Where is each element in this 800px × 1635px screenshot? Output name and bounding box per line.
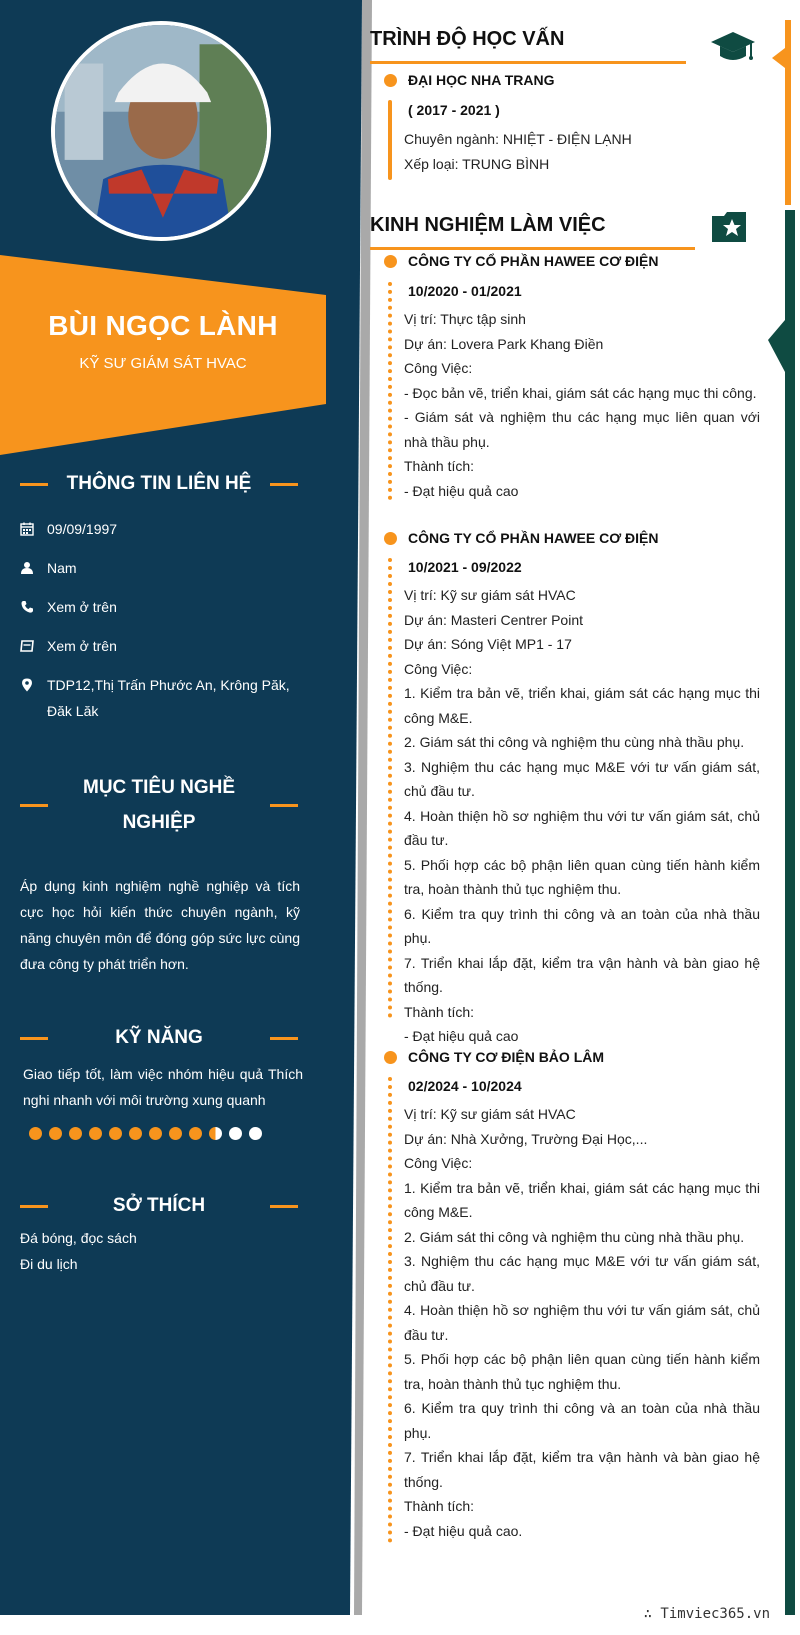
brand-footer[interactable]: ∴ Timviec365.vn <box>643 1606 770 1622</box>
location-icon <box>20 672 47 692</box>
timeline-bullet <box>384 255 397 268</box>
timeline-bullet <box>384 532 397 545</box>
dash-right <box>270 804 298 807</box>
contact-phone <box>20 594 310 620</box>
dash-left <box>20 483 48 486</box>
right-edge-orange-notch <box>772 48 785 68</box>
folder-star-icon <box>710 210 750 249</box>
phone-icon <box>20 594 47 614</box>
contact-birthday <box>20 516 310 542</box>
detail-line: Dự án: Masteri Centrer Point <box>404 611 583 628</box>
timeline-bar <box>388 100 392 180</box>
contact-email <box>20 633 310 659</box>
skill-rating <box>29 1127 262 1140</box>
skill-rating-dot <box>109 1127 122 1140</box>
detail-line: 1. Kiểm tra bản vẽ, triển khai, giám sát các hạng mục thi công M&E. <box>404 685 760 726</box>
objective-title: MỤC TIÊU NGHỀ NGHIỆP <box>83 777 235 833</box>
contact-value: 09/09/1997 <box>47 521 118 537</box>
dash-left <box>20 804 48 807</box>
contact-gender <box>20 555 310 581</box>
job-company: CÔNG TY CỔ PHẦN HAWEE CƠ ĐIỆN <box>408 530 659 546</box>
section-underline <box>370 247 695 250</box>
dash-left <box>20 1037 48 1040</box>
calendar-icon <box>20 516 47 536</box>
detail-line: 5. Phối hợp các bộ phận liên quan cùng tiến hành kiểm tra, hoàn thành thủ tục nghiệm thu. <box>404 856 760 897</box>
hobbies-title: SỞ THÍCH <box>112 1195 206 1216</box>
detail-line: Vị trí: Thực tập sinh <box>404 311 526 327</box>
graduation-cap-icon <box>710 30 756 69</box>
skill-rating-dot <box>129 1127 142 1140</box>
skill-rating-dot <box>189 1127 202 1140</box>
detail-line: - Đạt hiệu quả cao. <box>404 1522 523 1539</box>
detail-line: Công Việc: <box>404 360 473 376</box>
avatar <box>51 21 271 241</box>
education-major: Chuyên ngành: NHIỆT - ĐIỆN LẠNH <box>404 131 632 147</box>
contact-section-header <box>20 466 298 502</box>
contact-value: TDP12,Thị Trấn Phước An, Krông Păk, Đăk Lăk <box>47 677 290 719</box>
right-edge-green-bar <box>785 210 795 1615</box>
education-grade: Xếp loại: TRUNG BÌNH <box>404 155 550 172</box>
experience-title: KINH NGHIỆM LÀM VIỆC <box>370 214 606 236</box>
right-edge-green-notch <box>768 320 785 372</box>
detail-line: 4. Hoàn thiện hồ sơ nghiệm thu với tư vấn giám sát, chủ đầu tư. <box>404 807 760 848</box>
dash-right <box>270 1037 298 1040</box>
hobby-item: Đi du lịch <box>20 1256 78 1272</box>
detail-line: 3. Nghiệm thu các hạng mục M&E với tư vấn giám sát, chủ đầu tư. <box>404 1253 760 1294</box>
email-icon <box>20 633 47 653</box>
skill-rating-dot <box>89 1127 102 1140</box>
profile-photo <box>55 25 267 237</box>
detail-line: 2. Giám sát thi công và nghiệm thu cùng nhà thầu phụ. <box>404 1228 745 1245</box>
objective-section-header <box>20 770 298 840</box>
timeline-dots <box>388 1077 392 1543</box>
candidate-position: KỸ SƯ GIÁM SÁT HVAC <box>79 355 247 372</box>
detail-line: - Đọc bản vẽ, triển khai, giám sát các hạng mục thi công. <box>404 384 757 401</box>
detail-line: - Đạt hiệu quả cao <box>404 1028 519 1044</box>
job-details <box>404 583 760 1049</box>
timeline-bullet <box>384 74 397 87</box>
detail-line: Dự án: Nhà Xưởng, Trường Đại Học,... <box>404 1130 648 1147</box>
detail-line: 3. Nghiệm thu các hạng mục M&E với tư vấn giám sát, chủ đầu tư. <box>404 758 760 799</box>
dash-right <box>270 483 298 486</box>
hobbies-section-header <box>20 1188 298 1224</box>
skill-rating-dot <box>209 1127 222 1140</box>
detail-line: Dự án: Lovera Park Khang Điền <box>404 335 604 352</box>
contact-value: Xem ở trên <box>47 638 117 654</box>
job-details <box>404 1102 760 1543</box>
detail-line: - Đạt hiệu quả cao <box>404 482 519 499</box>
job-details <box>404 307 760 503</box>
left-column <box>0 0 340 1615</box>
detail-line: 6. Kiểm tra quy trình thi công và an toàn của nhà thầu phụ. <box>404 1400 760 1441</box>
job-company: CÔNG TY CƠ ĐIỆN BẢO LÂM <box>408 1049 605 1065</box>
skill-rating-dot <box>169 1127 182 1140</box>
dash-left <box>20 1205 48 1208</box>
job-company: CÔNG TY CỔ PHẦN HAWEE CƠ ĐIỆN <box>408 253 659 269</box>
contact-title: THÔNG TIN LIÊN HỆ <box>66 473 252 494</box>
detail-line: Vị trí: Kỹ sư giám sát HVAC <box>404 1106 576 1122</box>
detail-line: Công Việc: <box>404 660 473 677</box>
detail-line: 7. Triển khai lắp đặt, kiểm tra vận hành và bàn giao hệ thống. <box>404 1449 760 1490</box>
dash-right <box>270 1205 298 1208</box>
skill-rating-dot <box>149 1127 162 1140</box>
contact-value: Xem ở trên <box>47 599 117 615</box>
hobby-item: Đá bóng, đọc sách <box>20 1230 137 1246</box>
detail-line: Thành tích: <box>404 458 475 474</box>
contact-address <box>20 672 310 724</box>
candidate-name: BÙI NGỌC LÀNH <box>48 310 278 341</box>
detail-line: Vị trí: Kỹ sư giám sát HVAC <box>404 587 576 603</box>
detail-line: 1. Kiểm tra bản vẽ, triển khai, giám sát các hạng mục thi công M&E. <box>404 1179 760 1220</box>
skill-rating-dot <box>29 1127 42 1140</box>
timeline-dots <box>388 282 392 500</box>
detail-line: 6. Kiểm tra quy trình thi công và an toàn của nhà thầu phụ. <box>404 905 760 946</box>
school-name: ĐẠI HỌC NHA TRANG <box>408 72 555 88</box>
section-underline <box>370 61 686 64</box>
detail-line: 5. Phối hợp các bộ phận liên quan cùng tiến hành kiểm tra, hoàn thành thủ tục nghiệm thu. <box>404 1351 760 1392</box>
job-period: 02/2024 - 10/2024 <box>408 1078 522 1094</box>
job-period: 10/2021 - 09/2022 <box>408 559 522 575</box>
contact-value: Nam <box>47 560 77 576</box>
detail-line: Thành tích: <box>404 1003 475 1020</box>
skills-text: Giao tiếp tốt, làm việc nhóm hiệu quả Thích nghi nhanh với môi trường xung quanh <box>23 1066 303 1108</box>
education-details <box>404 127 760 176</box>
detail-line: 4. Hoàn thiện hồ sơ nghiệm thu với tư vấn giám sát, chủ đầu tư. <box>404 1302 760 1343</box>
person-icon <box>20 555 47 575</box>
education-period: ( 2017 - 2021 ) <box>408 102 500 118</box>
hobbies-list <box>20 1225 300 1277</box>
timeline-dots <box>388 558 392 1018</box>
skill-rating-dot <box>49 1127 62 1140</box>
skill-rating-dot <box>229 1127 242 1140</box>
skill-rating-dot <box>249 1127 262 1140</box>
detail-line: - Giám sát và nghiệm thu các hạng mục liên quan với nhà thầu phụ. <box>404 409 760 450</box>
objective-text: Áp dụng kinh nghiệm nghề nghiệp và tích cực học hỏi kiến thức chuyên ngành, kỹ năng chuyên môn để đóng góp sức lực cùng đưa công ty phát triển hơn. <box>20 878 300 972</box>
skills-title: KỸ NĂNG <box>115 1027 203 1048</box>
detail-line: Thành tích: <box>404 1498 475 1514</box>
skills-section-header <box>20 1020 298 1056</box>
right-edge-orange-bar <box>785 20 791 205</box>
education-title: TRÌNH ĐỘ HỌC VẤN <box>370 28 565 50</box>
detail-line: Dự án: Sóng Việt MP1 - 17 <box>404 636 572 652</box>
detail-line: 7. Triển khai lắp đặt, kiểm tra vận hành và bàn giao hệ thống. <box>404 954 760 995</box>
detail-line: 2. Giám sát thi công và nghiệm thu cùng nhà thầu phụ. <box>404 734 745 750</box>
skill-rating-dot <box>69 1127 82 1140</box>
job-period: 10/2020 - 01/2021 <box>408 283 522 299</box>
timeline-bullet <box>384 1051 397 1064</box>
detail-line: Công Việc: <box>404 1155 473 1171</box>
